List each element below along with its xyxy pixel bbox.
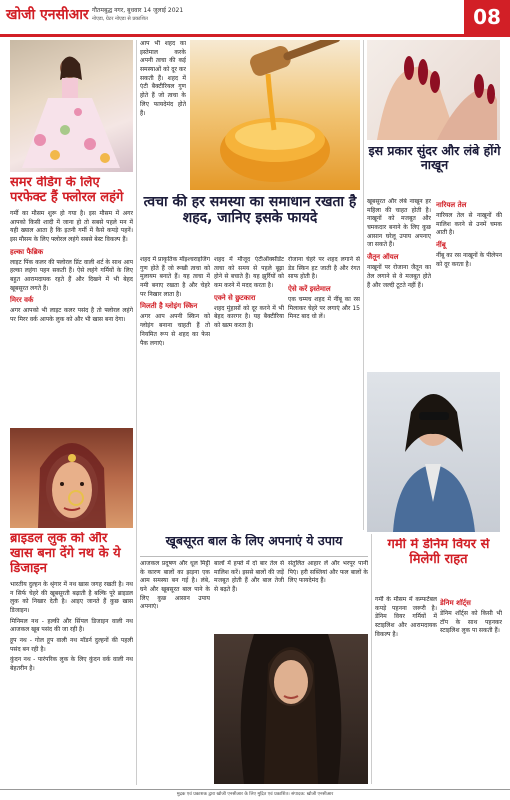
honey-sub3: ऐसे करें इस्तेमाल bbox=[288, 285, 331, 294]
honey-sub1: मिलती है ग्लोइंग स्किन bbox=[140, 302, 198, 311]
nails-photo bbox=[367, 40, 500, 140]
column-divider-right bbox=[371, 534, 372, 784]
lehenga-illustration bbox=[10, 40, 133, 172]
column-divider-left bbox=[136, 40, 137, 785]
hair-c1: आजकल प्रदूषण और धूल मिट्टी के कारण बालों का झड़ना एक आम समस्या बन गई है। लंबे, घने और खूबसूरत बाल पाने के लिए कुछ आसान उपाय अपनाएं। bbox=[140, 560, 210, 611]
date-line: गौतमबुद्ध नगर, बुधवार 14 जुलाई 2021 bbox=[92, 7, 184, 14]
denim-body: गर्मी के मौसम में कम्फर्टेबल कपड़े पहनना जरूरी है। डेनिम वियर गर्मियों में स्टाइलिश और आरामदायक विकल्प है। bbox=[375, 596, 437, 638]
honey-headline: त्वचा की हर समस्या का समाधान रखता है शहद, जानिए इसके फायदे bbox=[143, 194, 357, 227]
bridal-photo bbox=[10, 428, 133, 528]
bridal-item-2: हूप नथ - गोल हूप वाली नथ मॉडर्न दुल्हनों की पहली पसंद बन रही है। bbox=[10, 636, 133, 653]
nails-body2: नाखूनों पर रोजाना जैतून का तेल लगाने से वे मजबूत होते हैं और जल्दी टूटते नहीं हैं। bbox=[367, 264, 431, 289]
denim-body2: डेनिम शॉर्ट्स को किसी भी टॉप के साथ पहनकर स्टाइलिश लुक पा सकती हैं। bbox=[440, 610, 502, 635]
lehenga-photo bbox=[10, 40, 133, 172]
hair-col-3 bbox=[288, 560, 368, 630]
nails-illustration bbox=[367, 40, 500, 140]
lehenga-subhead-2: मिरर वर्क bbox=[10, 296, 34, 305]
denim-subhead: डेनिम शॉर्ट्स bbox=[440, 599, 471, 607]
lehenga-body-3: अगर आपको भी लाइट कलर पसंद है तो फ्लोरल लहंगे पर मिरर वर्क आपके लुक को और भी खास बना देगा। bbox=[10, 307, 133, 324]
honey-intro bbox=[140, 40, 186, 190]
denim-photo bbox=[367, 372, 500, 532]
denim-headline: गर्मी में डेनिम वियर से मिलेगी राहत bbox=[387, 538, 490, 567]
masthead bbox=[0, 0, 510, 37]
nails-sub2: नारियल तेल bbox=[436, 201, 467, 209]
nails-body: खूबसूरत और लंबे नाखून हर महिला की चाहत होती है। नाखूनों को मजबूत और चमकदार बनाने के लिए कुछ आसान घरेलू उपाय अपनाए जा सकते हैं। bbox=[367, 198, 431, 249]
denim-illustration bbox=[367, 372, 500, 532]
page-number: 08 bbox=[464, 0, 510, 34]
hair-c3: संतुलित आहार लें और भरपूर पानी पिएं। हरी सब्जियां और फल बालों के लिए फायदेमंद हैं। bbox=[288, 560, 368, 585]
lehenga-headline: समर वेडिंग के लिए परफेक्ट हैं फ्लोरल लहंगे bbox=[10, 176, 124, 205]
hair-illustration bbox=[214, 634, 368, 784]
bridal-illustration bbox=[10, 428, 133, 528]
hair-col-1 bbox=[140, 560, 210, 785]
honey-intro-text: आप भी शहद का इस्तेमाल करके अपनी त्वचा की कई समस्याओं को दूर कर सकती हैं। शहद में एंटी बैक्टीरियल गुण होते हैं जो त्वचा के लिए फायदेमंद होते हैं। bbox=[140, 40, 186, 117]
hair-headline: खूबसूरत बाल के लिए अपनाएं ये उपाय bbox=[165, 534, 343, 548]
bridal-article bbox=[10, 532, 133, 787]
honey-col-2 bbox=[214, 256, 284, 526]
lehenga-article bbox=[10, 176, 133, 426]
nails-col-2 bbox=[436, 198, 502, 368]
newspaper-logo: खोजी एनसीआर bbox=[6, 7, 89, 23]
lehenga-body: गर्मी का मौसम शुरू हो गया है। इस मौसम में अगर आपको किसी शादी में जाना हो तो सबसे पहले मन में यही ख्याल आता है कि इतनी गर्मी में कैसे कपड़े पहनें। इस मौसम के लिए फ्लोरल लहंगे सबसे बेस्ट विकल्प हैं। bbox=[10, 209, 133, 243]
honey-c1b: अगर आप अपनी स्किन को ग्लोइंग बनाना चाहती हैं तो नियमित रूप से शहद का फेस पैक लगाएं। bbox=[140, 313, 210, 347]
bridal-item-1: मिनिमल नथ - हल्की और सिंपल डिजाइन वाली नथ आजकल खूब पसंद की जा रही है। bbox=[10, 617, 133, 634]
hair-headline-box bbox=[140, 534, 368, 554]
honey-col-3 bbox=[288, 256, 360, 526]
honey-c2b: शहद मुंहासों को दूर करने में भी बेहद कारगर है। यह बैक्टीरिया को खत्म करता है। bbox=[214, 304, 284, 330]
honey-c2: शहद में मौजूद एंटीऑक्सीडेंट त्वचा को समय से पहले बूढ़ा होने से बचाते हैं। यह झुर्रियों को कम करने में मदद करता है। bbox=[214, 256, 284, 290]
nails-headline-box bbox=[367, 144, 502, 194]
nails-sub1: जैतून ऑयल bbox=[367, 253, 399, 262]
hair-photo bbox=[214, 634, 368, 784]
edition-line: नोएडा, ग्रेटर नोएडा से प्रकाशित bbox=[92, 16, 148, 22]
honey-c3b: एक चम्मच शहद में नींबू का रस मिलाकर चेहरे पर लगाएं और 15 मिनट बाद धो लें। bbox=[288, 296, 360, 321]
nails-col-1 bbox=[367, 198, 431, 368]
denim-col-2 bbox=[440, 596, 502, 784]
honey-col-1 bbox=[140, 256, 210, 526]
hair-c2: बालों में हफ्ते में दो बार तेल से मालिश करें। इससे बालों की जड़ें मजबूत होती हैं और बाल तेजी से बढ़ते हैं। bbox=[214, 560, 284, 594]
bridal-body: भारतीय दुल्हन के श्रृंगार में नथ खास जगह रखती है। नथ न सिर्फ चेहरे की खूबसूरती बढ़ाती है बल्कि पूरे ब्राइडल लुक को निखार देती है। आइए जानते हैं कुछ खास डिजाइन। bbox=[10, 580, 133, 614]
hair-rule bbox=[140, 556, 368, 557]
honey-c1: शहद में प्राकृतिक मॉइश्चराइजिंग गुण होते हैं जो रूखी त्वचा को मुलायम बनाते हैं। यह त्वचा में नमी बनाए रखता है और चेहरे पर निखार लाता है। bbox=[140, 256, 210, 298]
bridal-item-3: कुंदन नथ - पारंपरिक लुक के लिए कुंदन वर्क वाली नथ बेहतरीन है। bbox=[10, 656, 133, 672]
honey-c3: रोजाना चेहरे पर शहद लगाने से डेड स्किन हट जाती है और रंगत साफ होती है। bbox=[288, 256, 360, 281]
honey-headline-box bbox=[140, 194, 360, 252]
column-divider-mid bbox=[363, 40, 364, 530]
honey-illustration bbox=[190, 40, 360, 190]
honey-sub2: एक्ने से छुटकारा bbox=[214, 293, 256, 302]
nails-headline: इस प्रकार सुंदर और लंबे होंगे नाखून bbox=[368, 144, 501, 173]
nails-body4: नींबू का रस नाखूनों के पीलेपन को दूर करता है। bbox=[436, 252, 502, 268]
denim-headline-box bbox=[375, 538, 502, 592]
denim-col-1 bbox=[375, 596, 437, 784]
bridal-headline: ब्राइडल लुक को और खास बना देंगे नथ के ये डिजाइन bbox=[10, 532, 121, 576]
honey-photo bbox=[190, 40, 360, 190]
nails-sub3: नींबू bbox=[436, 241, 446, 250]
footer-imprint: मुद्रक एवं प्रकाशक द्वारा खोजी एनसीआर के लिए मुद्रित एवं प्रकाशित। संपादक: खोजी एनसीआर bbox=[0, 789, 510, 800]
hair-col-2 bbox=[214, 560, 284, 630]
nails-body3: नारियल तेल से नाखूनों की मालिश करने से उनमें चमक आती है। bbox=[436, 212, 502, 237]
lehenga-body-2: लाइट पिंक कलर की फ्लोरल प्रिंट वाली शर्ट के साथ आप हल्का लहंगा पहन सकती हैं। ऐसे लहंगे गर्मियों के लिए बहुत आरामदायक रहते हैं और दिखने में भी बेहद खूबसूरत लगते हैं। bbox=[10, 258, 133, 292]
lehenga-subhead-1: हल्का फैब्रिक bbox=[10, 247, 44, 256]
